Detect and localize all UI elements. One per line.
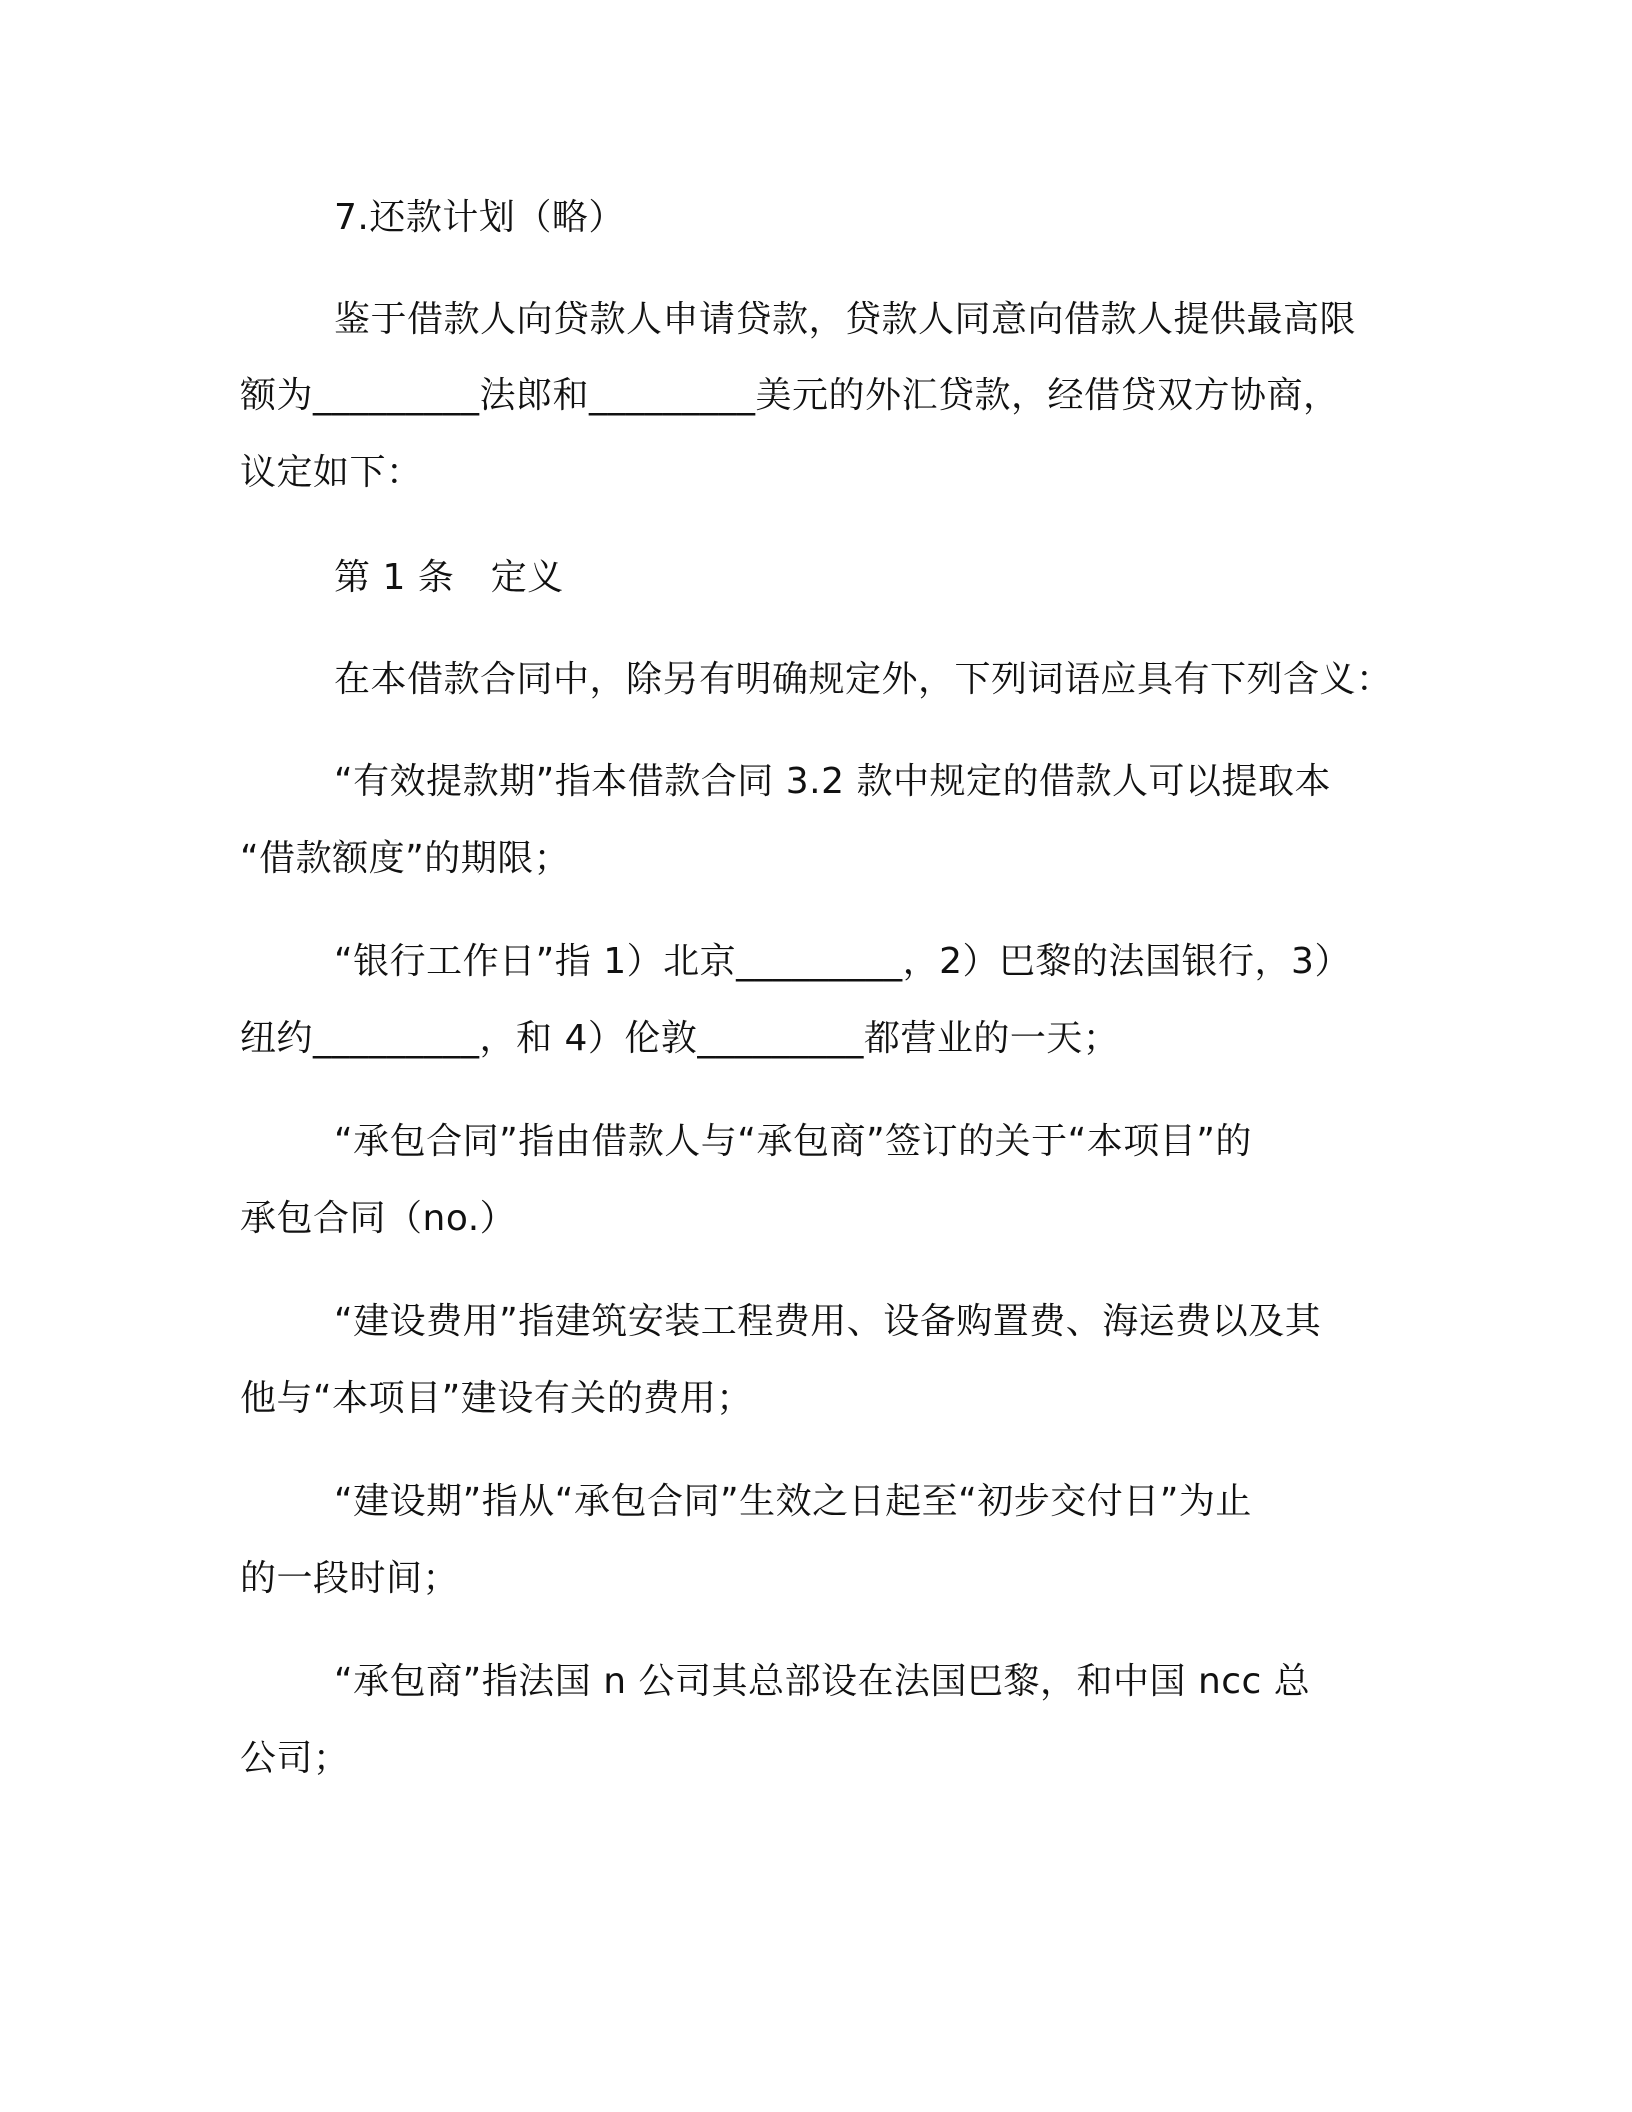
definition-line: “借款额度”的期限； (240, 838, 571, 879)
section-heading-repayment: 7.还款计划（略） (334, 197, 625, 238)
paragraph-line: 额为_________法郎和_________美元的外汇贷款，经借贷双方协商， (240, 375, 1340, 416)
definition-line: “建设费用”指建筑安装工程费用、设备购置费、海运费以及其 (334, 1301, 1322, 1342)
definition-line: “承包商”指法国 n 公司其总部设在法国巴黎，和中国 ncc 总 (334, 1661, 1311, 1702)
paragraph-line: 鉴于借款人向贷款人申请贷款，贷款人同意向借款人提供最高限 (334, 299, 1357, 340)
paragraph-line: 在本借款合同中，除另有明确规定外，下列词语应具有下列含义： (334, 659, 1393, 700)
definition-line: 纽约_________，和 4）伦敦_________都营业的一天； (240, 1018, 1120, 1059)
definition-line: 的一段时间； (240, 1558, 460, 1599)
definition-line: “承包合同”指由借款人与“承包商”签订的关于“本项目”的 (334, 1121, 1252, 1162)
paragraph-line: 议定如下： (240, 452, 423, 493)
definition-line: 公司； (240, 1738, 350, 1779)
definition-line: “银行工作日”指 1）北京_________，2）巴黎的法国银行，3） (334, 941, 1351, 982)
definition-line: “有效提款期”指本借款合同 3.2 款中规定的借款人可以提取本 (334, 761, 1331, 802)
definition-line: 承包合同（no.） (240, 1198, 517, 1239)
definition-line: “建设期”指从“承包合同”生效之日起至“初步交付日”为止 (334, 1481, 1252, 1522)
article-heading: 第 1 条 定义 (334, 557, 564, 598)
definition-line: 他与“本项目”建设有关的费用； (240, 1378, 753, 1419)
